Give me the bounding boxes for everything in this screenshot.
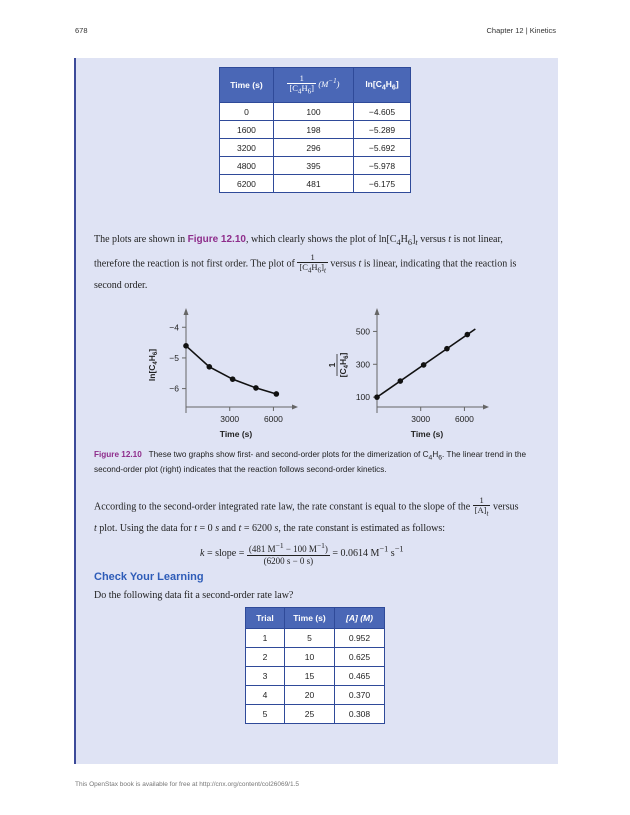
col-header-time: Time (s) bbox=[220, 68, 274, 103]
table-row: 6200 481 −6.175 bbox=[220, 175, 411, 193]
x-axis-label: Time (s) bbox=[410, 429, 444, 439]
x-axis-arrow bbox=[483, 405, 489, 410]
chapter-title: Chapter 12 | Kinetics bbox=[486, 26, 556, 35]
left-y-label: $\ln[C_4H_6]$ bbox=[147, 348, 159, 382]
figure-charts bbox=[0, 307, 630, 447]
data-point bbox=[374, 394, 380, 400]
col-header-inverse: $\frac{1}{[C_4H_6]}$ $(M^{-1})$ bbox=[273, 68, 353, 103]
table-row: 0 100 −4.605 bbox=[220, 103, 411, 121]
svg-text:1: 1 bbox=[327, 362, 337, 368]
y-tick-label: −6 bbox=[169, 383, 179, 394]
right-y-label bbox=[327, 353, 350, 378]
paragraph-rate-constant: According to the second-order integrated rate law, the rate constant is equal to the slope of the $\frac{1}{[A]_t}$ versus t plot. Using the data for t = 0 s and t = 6200 s, the rate constant is estimated as follows: bbox=[94, 495, 519, 534]
series-line bbox=[186, 346, 276, 394]
table-row: 1600 198 −5.289 bbox=[220, 121, 411, 139]
y-axis-arrow bbox=[375, 308, 380, 315]
data-point bbox=[230, 376, 236, 382]
figure-caption: Figure 12.10 These two graphs show first- and second-order plots for the dimerization of $C_4H_6$. The linear trend in the second-order plot (right) indicates that the reaction follows second-order kinetics. bbox=[94, 450, 527, 474]
check-your-learning-heading: Check Your Learning bbox=[94, 571, 204, 583]
x-axis-arrow bbox=[292, 405, 298, 410]
col-header-ln: $\ln[C_4H_6]$ bbox=[354, 68, 411, 103]
y-tick-label: −4 bbox=[169, 322, 179, 333]
data-table bbox=[219, 67, 411, 193]
data-point bbox=[253, 385, 259, 391]
y-tick-label: 100 bbox=[355, 392, 370, 403]
y-tick-label: 300 bbox=[355, 359, 370, 370]
svg-text:[C4H6]: $[C_4H_6]$ bbox=[338, 352, 350, 378]
data-point bbox=[274, 391, 280, 397]
chart-second-order bbox=[356, 308, 489, 439]
x-axis-label: Time (s) bbox=[219, 429, 253, 439]
trial-table bbox=[245, 607, 385, 724]
figure-link[interactable]: Figure 12.10 bbox=[187, 234, 246, 245]
chart-first-order bbox=[169, 308, 298, 439]
table-row: 5 25 0.308 bbox=[246, 705, 385, 724]
table-row: 4800 395 −5.978 bbox=[220, 157, 411, 175]
rate-equation: k = slope = $\frac{(481 M^{-1} - 100 M^{-1})}{(6200 s - 0 s)}$ = 0.0614 $M^{-1}$ $s^{-1}$ bbox=[200, 541, 404, 566]
col-header-time: Time (s) bbox=[284, 608, 334, 629]
paragraph-plots: The plots are shown in Figure 12.10, which clearly shows the plot of $\ln[C_4H_6]_t$ versus t is not linear, therefore the reaction is not first order. The plot of $\frac{1}{[C_4H_6]_t}$ versus t is linear, indicating that the reaction is second order. bbox=[94, 234, 517, 291]
series-line bbox=[377, 329, 475, 397]
footer-note: This OpenStax book is available for free at http://cnx.org/content/col26069/1.5 bbox=[75, 781, 300, 788]
check-question: Do the following data fit a second-order rate law? bbox=[94, 590, 294, 601]
data-point bbox=[444, 346, 450, 352]
x-tick-label: 6000 bbox=[454, 414, 474, 424]
data-point bbox=[398, 378, 404, 384]
table-row: 2 10 0.625 bbox=[246, 648, 385, 667]
y-axis-arrow bbox=[184, 308, 189, 315]
data-point bbox=[465, 332, 471, 338]
y-tick-label: −5 bbox=[169, 352, 179, 363]
table-row: 4 20 0.370 bbox=[246, 686, 385, 705]
x-tick-label: 3000 bbox=[220, 414, 240, 424]
x-tick-label: 6000 bbox=[263, 414, 283, 424]
col-header-trial: Trial bbox=[246, 608, 285, 629]
table-row: 1 5 0.952 bbox=[246, 629, 385, 648]
table-row: 3 15 0.465 bbox=[246, 667, 385, 686]
y-tick-label: 500 bbox=[355, 326, 370, 337]
data-point bbox=[183, 343, 189, 349]
page-number: 678 bbox=[75, 26, 88, 35]
col-header-conc: [A] (M) bbox=[335, 608, 385, 629]
table-row: 3200 296 −5.692 bbox=[220, 139, 411, 157]
x-tick-label: 3000 bbox=[411, 414, 431, 424]
data-point bbox=[421, 362, 427, 368]
data-point bbox=[207, 364, 213, 370]
